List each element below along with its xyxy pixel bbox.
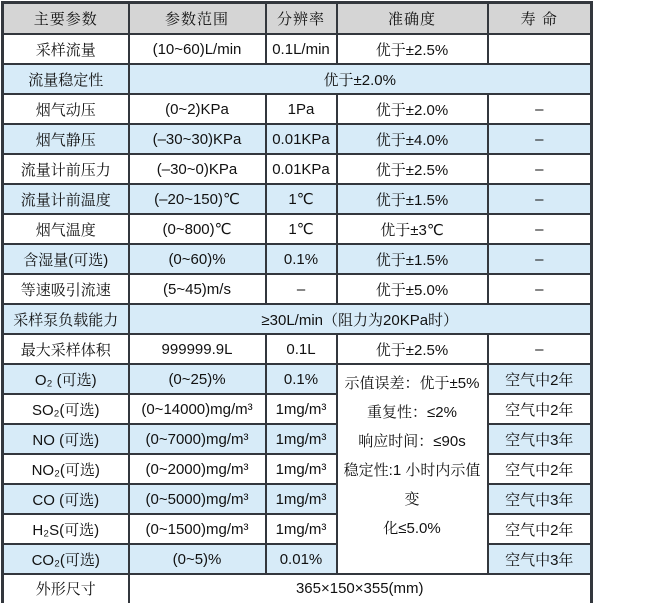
gas-accuracy-cell: [337, 364, 488, 574]
value-cell: 1℃: [266, 214, 337, 244]
value-cell: ≥30L/min（阻力为20KPa时）: [129, 304, 592, 334]
value-cell: 优于±2.5%: [337, 154, 488, 184]
column-header: 准确度: [337, 3, 488, 35]
row-label-cell: NO (可选): [3, 424, 129, 454]
value-cell: (0~14000)mg/m³: [129, 394, 266, 424]
table-row: [3, 514, 592, 544]
table-row: [3, 574, 592, 603]
value-cell: [488, 34, 592, 64]
gas-accuracy-line: 稳定性:1 小时内示值变: [343, 462, 481, 508]
table-row: [3, 454, 592, 484]
value-cell: –: [488, 154, 592, 184]
value-cell: 0.1L: [266, 334, 337, 364]
value-cell: 空气中2年: [488, 394, 592, 424]
value-cell: (0~5000)mg/m³: [129, 484, 266, 514]
column-header: 参数范围: [129, 3, 266, 35]
table-row: [3, 304, 592, 334]
table-row: [3, 184, 592, 214]
row-label-cell: O₂ (可选): [3, 364, 129, 394]
column-header: 寿 命: [488, 3, 592, 35]
value-cell: 0.1%: [266, 364, 337, 394]
row-label-cell: 烟气动压: [3, 94, 129, 124]
value-cell: (0~25)%: [129, 364, 266, 394]
value-cell: 优于±2.0%: [129, 64, 592, 94]
value-cell: (0~7000)mg/m³: [129, 424, 266, 454]
table-row: [3, 124, 592, 154]
value-cell: 0.1%: [266, 244, 337, 274]
value-cell: –: [488, 334, 592, 364]
value-cell: 1℃: [266, 184, 337, 214]
value-cell: –: [488, 244, 592, 274]
spec-table: [1, 1, 593, 603]
table-row: [3, 334, 592, 364]
value-cell: 1mg/m³: [266, 454, 337, 484]
value-cell: –: [488, 94, 592, 124]
value-cell: 空气中3年: [488, 484, 592, 514]
value-cell: 空气中3年: [488, 424, 592, 454]
table-row: [3, 34, 592, 64]
value-cell: (–30~30)KPa: [129, 124, 266, 154]
table-row: [3, 94, 592, 124]
table-row: [3, 214, 592, 244]
value-cell: 优于±4.0%: [337, 124, 488, 154]
value-cell: 365×150×355(mm): [129, 574, 592, 603]
value-cell: 优于±2.5%: [337, 34, 488, 64]
gas-accuracy-line: 重复性：≤2%: [367, 404, 457, 421]
value-cell: (–30~0)KPa: [129, 154, 266, 184]
row-label-cell: CO (可选): [3, 484, 129, 514]
value-cell: 1mg/m³: [266, 484, 337, 514]
row-label-cell: 烟气温度: [3, 214, 129, 244]
row-label-cell: 外形尺寸: [3, 574, 129, 603]
value-cell: 0.1L/min: [266, 34, 337, 64]
table-body: [3, 34, 592, 603]
value-cell: 空气中2年: [488, 454, 592, 484]
value-cell: 1mg/m³: [266, 424, 337, 454]
value-cell: –: [488, 214, 592, 244]
value-cell: –: [266, 274, 337, 304]
value-cell: (0~2000)mg/m³: [129, 454, 266, 484]
row-label-cell: 流量计前温度: [3, 184, 129, 214]
value-cell: (0~800)℃: [129, 214, 266, 244]
row-label-cell: 采样泵负载能力: [3, 304, 129, 334]
table-row: [3, 154, 592, 184]
value-cell: 1mg/m³: [266, 514, 337, 544]
value-cell: (0~60)%: [129, 244, 266, 274]
row-label-cell: 含湿量(可选): [3, 244, 129, 274]
value-cell: 空气中2年: [488, 514, 592, 544]
table-row: [3, 364, 592, 394]
table-row: [3, 394, 592, 424]
gas-accuracy-line: 响应时间：≤90s: [358, 433, 466, 450]
value-cell: 空气中3年: [488, 544, 592, 574]
value-cell: 0.01KPa: [266, 154, 337, 184]
value-cell: –: [488, 124, 592, 154]
table-row: [3, 544, 592, 574]
value-cell: 1Pa: [266, 94, 337, 124]
column-header: 分辨率: [266, 3, 337, 35]
table-row: [3, 424, 592, 454]
value-cell: 1mg/m³: [266, 394, 337, 424]
table-row: [3, 484, 592, 514]
value-cell: (0~5)%: [129, 544, 266, 574]
column-header: 主要参数: [3, 3, 129, 35]
value-cell: 优于±5.0%: [337, 274, 488, 304]
value-cell: 优于±1.5%: [337, 184, 488, 214]
value-cell: 空气中2年: [488, 364, 592, 394]
row-label-cell: 烟气静压: [3, 124, 129, 154]
row-label-cell: 采样流量: [3, 34, 129, 64]
value-cell: 999999.9L: [129, 334, 266, 364]
header-row: [3, 3, 592, 35]
value-cell: 优于±3℃: [337, 214, 488, 244]
row-label-cell: 最大采样体积: [3, 334, 129, 364]
row-label-cell: 流量计前压力: [3, 154, 129, 184]
value-cell: (–20~150)℃: [129, 184, 266, 214]
value-cell: 优于±1.5%: [337, 244, 488, 274]
value-cell: 0.01KPa: [266, 124, 337, 154]
value-cell: –: [488, 274, 592, 304]
table-row: [3, 274, 592, 304]
row-label-cell: CO₂(可选): [3, 544, 129, 574]
table-row: [3, 64, 592, 94]
row-label-cell: H₂S(可选): [3, 514, 129, 544]
table-row: [3, 244, 592, 274]
value-cell: –: [488, 184, 592, 214]
value-cell: 优于±2.0%: [337, 94, 488, 124]
row-label-cell: SO₂(可选): [3, 394, 129, 424]
row-label-cell: 流量稳定性: [3, 64, 129, 94]
value-cell: (0~2)KPa: [129, 94, 266, 124]
value-cell: 0.01%: [266, 544, 337, 574]
gas-accuracy-line: 示值误差：优于±5%: [344, 375, 480, 392]
value-cell: (5~45)m/s: [129, 274, 266, 304]
value-cell: 优于±2.5%: [337, 334, 488, 364]
gas-accuracy-line: 化≤5.0%: [383, 520, 441, 537]
value-cell: (0~1500)mg/m³: [129, 514, 266, 544]
value-cell: (10~60)L/min: [129, 34, 266, 64]
row-label-cell: 等速吸引流速: [3, 274, 129, 304]
row-label-cell: NO₂(可选): [3, 454, 129, 484]
